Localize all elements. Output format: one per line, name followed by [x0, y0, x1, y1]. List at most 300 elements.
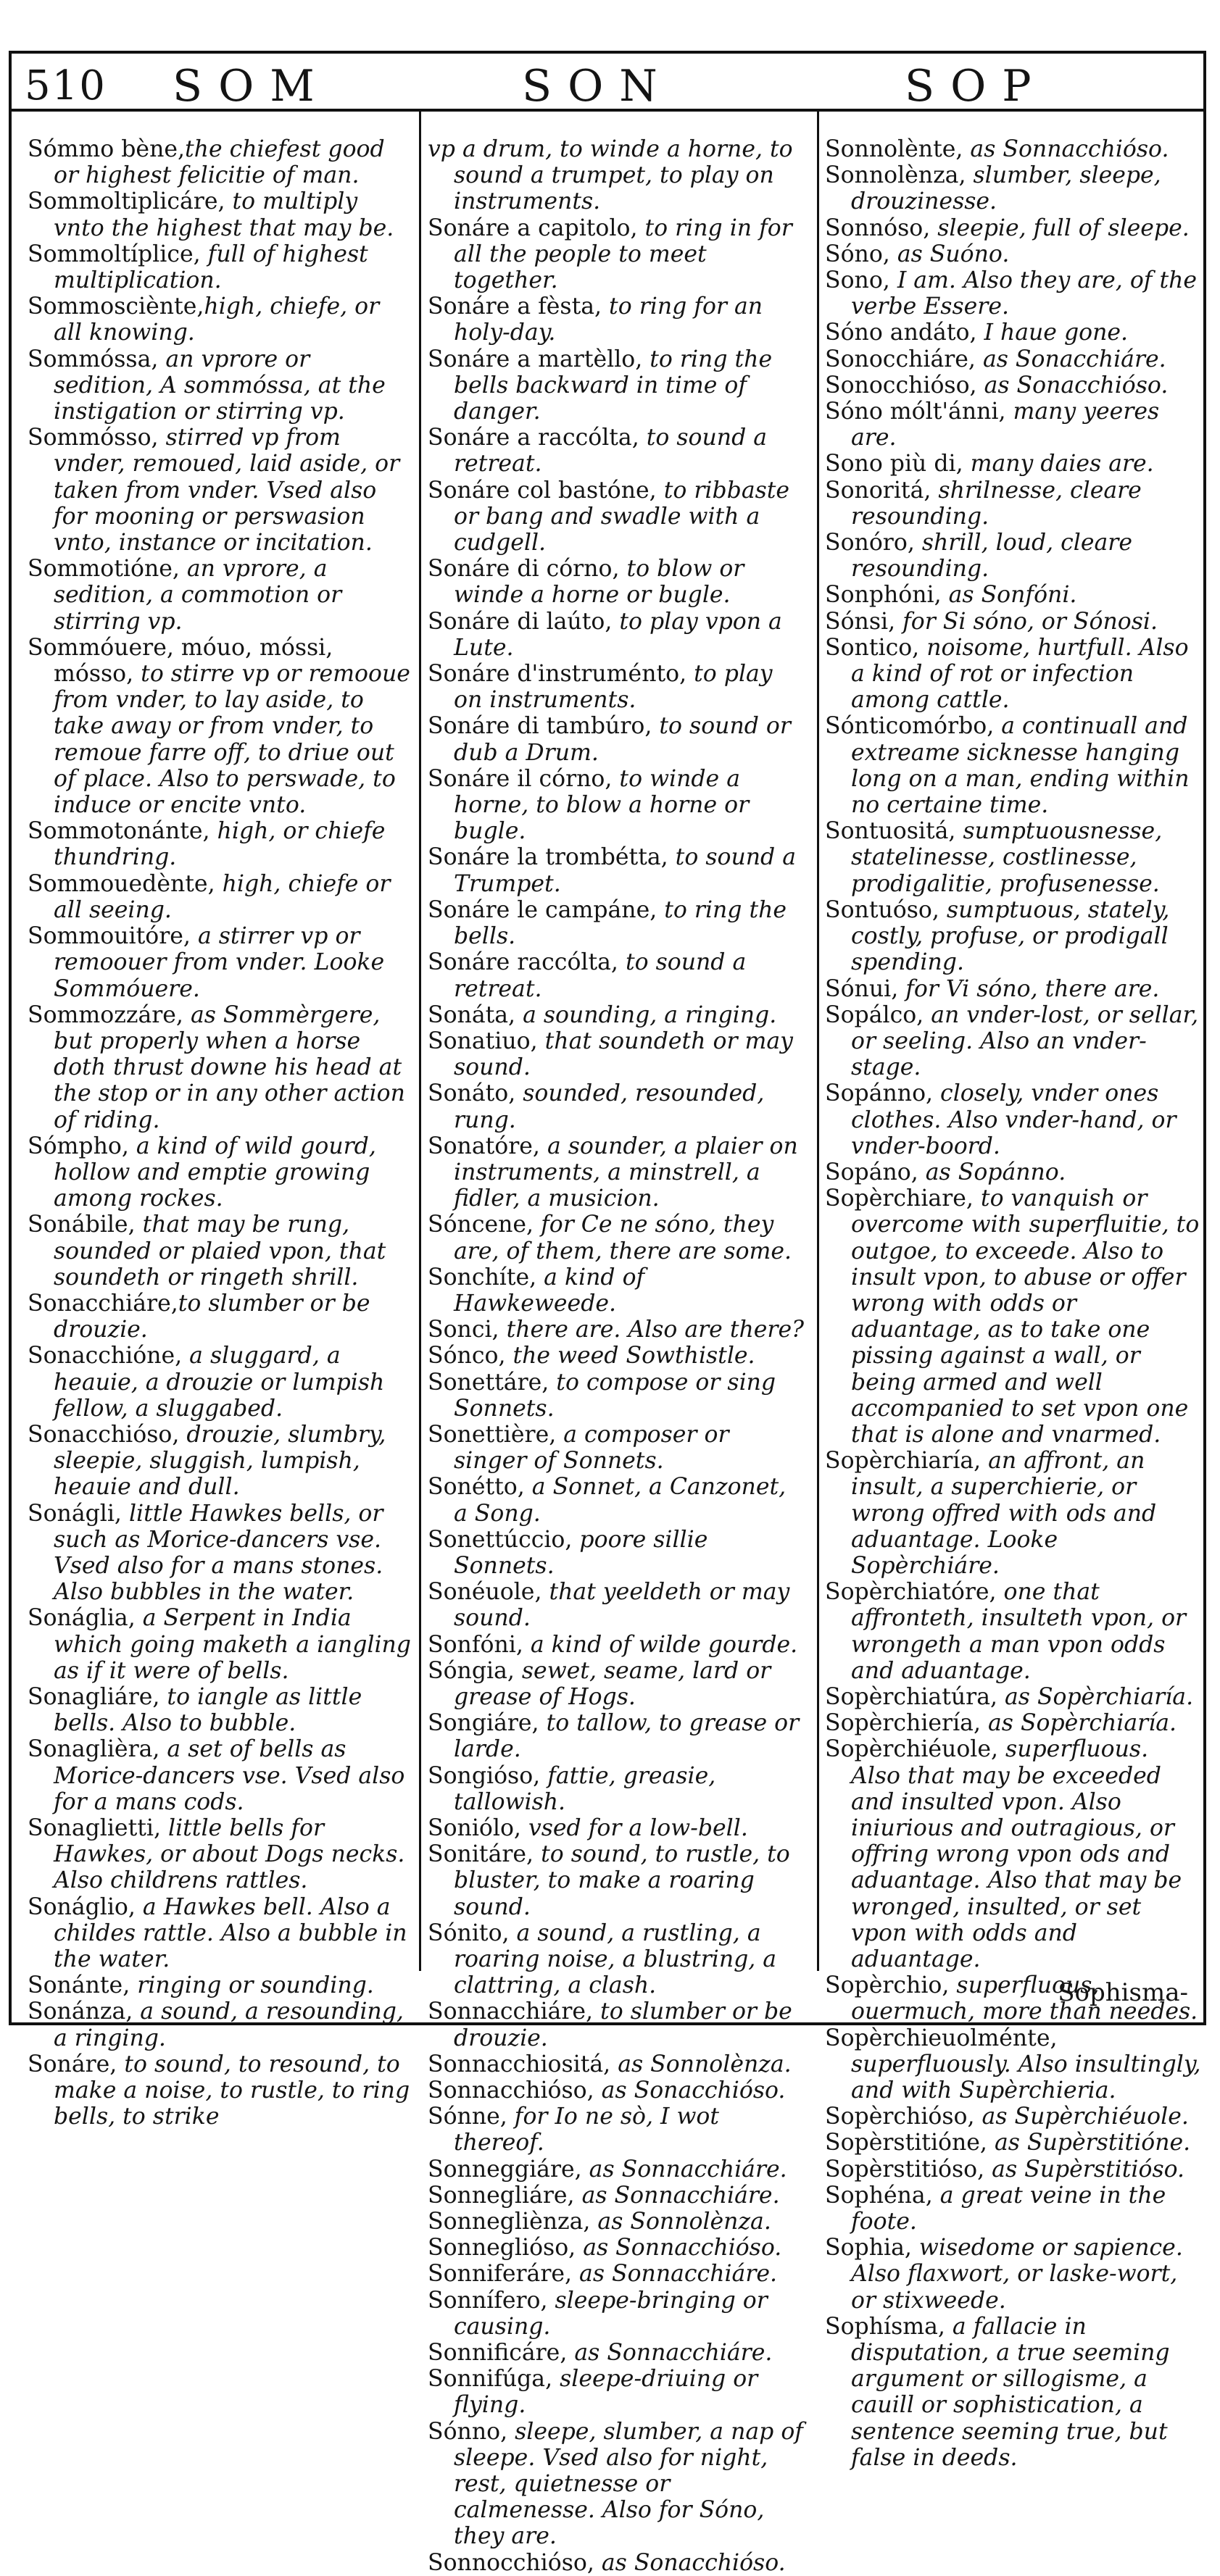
- entry-definition: vp a drum, to winde a horne, to sound a trumpet, to play on instruments.: [428, 136, 793, 215]
- dictionary-entry: [28, 1894, 412, 1973]
- entry-definition: to stirre vp or remooue from vnder, to lay aside, to take away or from vnder, to remoue farre off, to driue out of place. Also to perswade, to induce or encite vnto.: [54, 661, 410, 819]
- entry-definition: to tallow, to grease or larde.: [454, 1710, 800, 1763]
- dictionary-entry: [28, 1972, 412, 1998]
- entry-headword: Sommosciènte,: [28, 293, 204, 320]
- entry-definition: sleepe-driuing or flying.: [454, 2366, 758, 2419]
- entry-headword: Sonatiuo,: [428, 1028, 538, 1054]
- dictionary-entry: [825, 2235, 1202, 2314]
- dictionary-entry: [825, 1002, 1202, 1081]
- entry-headword: Sóno mólt'ánni,: [825, 399, 1006, 425]
- entry-definition: a continuall and extreame sicknesse hanging long on a man, ending within no certaine time.: [851, 713, 1190, 819]
- entry-headword: Sonáre la trombétta,: [428, 844, 668, 871]
- dictionary-entry: [28, 293, 412, 346]
- entry-headword: Sónui,: [825, 975, 899, 1002]
- dictionary-entry: [428, 2261, 805, 2287]
- entry-definition: as Sonfóni.: [941, 582, 1077, 609]
- entry-headword: Sonatóre,: [428, 1133, 540, 1159]
- entry-headword: Sonáre col bastóne,: [428, 477, 657, 504]
- entry-definition: to slumber or be drouzie.: [54, 1290, 370, 1343]
- entry-headword: Sopèrchiaría,: [825, 1448, 982, 1475]
- dictionary-entry: [825, 2156, 1202, 2183]
- dictionary-entry: [428, 1133, 805, 1212]
- entry-headword: Sono,: [825, 267, 890, 294]
- dictionary-entry: [428, 2550, 805, 2576]
- dictionary-entry: [428, 1815, 805, 1841]
- dictionary-entry: [28, 635, 412, 818]
- entry-headword: Sonáre a martèllo,: [428, 346, 643, 372]
- column-2: [428, 136, 805, 2576]
- dictionary-entry: [428, 2183, 805, 2209]
- entry-headword: Sopèrstitióso,: [825, 2156, 985, 2183]
- entry-headword: Sopèrchiería,: [825, 1710, 981, 1737]
- dictionary-entry: [428, 1527, 805, 1579]
- entry-definition: to sound a retreat.: [454, 425, 768, 478]
- entry-definition: as Supèrchiéuole.: [974, 2104, 1189, 2130]
- entry-headword: Sonettière,: [428, 1421, 557, 1448]
- entry-headword: Sonnificáre,: [428, 2340, 568, 2367]
- entry-headword: Sonánte,: [28, 1972, 130, 1999]
- dictionary-entry: [825, 713, 1202, 818]
- entry-definition: a fallacie in disputation, a true seeming argument or sillogisme, a cauill or sophistication, a sentence seeming true, but false in deeds.: [851, 2313, 1170, 2471]
- dictionary-entry: [825, 1448, 1202, 1579]
- entry-headword: Sonnegliènza,: [428, 2209, 591, 2235]
- entry-definition: to iangle as little bells. Also to bubble.: [54, 1683, 362, 1737]
- entry-definition: that may be rung, sounded or plaied vpon, that soundeth or ringeth shrill.: [54, 1212, 386, 1291]
- entry-definition: wisedome or sapience. Also flaxwort, or laske-wort, or stixweede.: [851, 2235, 1183, 2314]
- dictionary-entry: [825, 635, 1202, 714]
- entry-definition: for Ce ne sóno, they are, of them, there are some.: [454, 1212, 792, 1264]
- dictionary-entry: [825, 818, 1202, 897]
- dictionary-entry: [28, 871, 412, 923]
- dictionary-entry: [28, 1002, 412, 1133]
- entry-definition: to sound, to resound, to make a noise, to rustle, to ring bells, to strike: [54, 2051, 410, 2130]
- entry-definition: to play vpon a Lute.: [454, 608, 782, 661]
- dictionary-entry: [428, 949, 805, 1001]
- dictionary-entry: [428, 713, 805, 765]
- entry-headword: Sonétto,: [428, 1474, 525, 1501]
- entry-definition: to play on instruments.: [454, 661, 773, 714]
- entry-definition: to compose or sing Sonnets.: [454, 1369, 776, 1422]
- dictionary-entry: [825, 372, 1202, 399]
- entry-definition: to ring the bells.: [454, 896, 787, 950]
- entry-definition: a sounder, a plaier on instruments, a minstrell, a fidler, a musicion.: [454, 1133, 798, 1212]
- entry-definition: as Sonnacchiáre.: [581, 2156, 787, 2183]
- entry-definition: the chiefest good or highest felicitie of man.: [54, 136, 385, 189]
- entry-definition: as Sonnacchiáre.: [567, 2340, 773, 2367]
- entry-definition: I am. Also they are, of the verbe Essere.: [851, 267, 1198, 320]
- dictionary-entry: [428, 346, 805, 425]
- entry-definition: to sound a Trumpet.: [454, 844, 796, 897]
- entry-definition: a stirrer vp or remoouer from vnder. Looke Sommóuere.: [54, 923, 385, 1002]
- entry-headword: Sóngia,: [428, 1657, 515, 1684]
- dictionary-entry: [428, 293, 805, 346]
- entry-definition: a Serpent in India which going maketh a iangling as if it were of bells.: [54, 1605, 411, 1684]
- dictionary-entry: [825, 609, 1202, 635]
- entry-headword: Sonágli,: [28, 1500, 122, 1527]
- dictionary-entry: [825, 1579, 1202, 1684]
- dictionary-entry: [825, 582, 1202, 608]
- dictionary-entry: [825, 162, 1202, 214]
- entry-headword: Sónco,: [428, 1343, 506, 1370]
- entry-definition: an vprore or sedition, A sommóssa, at the instigation or stirring vp.: [54, 346, 386, 425]
- entry-definition: there are. Also are there?: [499, 1317, 805, 1343]
- entry-headword: Sonettúccio,: [428, 1526, 573, 1553]
- entry-headword: Sonáglia,: [28, 1605, 136, 1632]
- entry-definition: many daies are.: [963, 451, 1154, 478]
- entry-definition: poore sillie Sonnets.: [454, 1526, 708, 1579]
- dictionary-entry: [825, 478, 1202, 530]
- entry-definition: a sound, a rustling, a roaring noise, a blustring, a clattring, a clash.: [454, 1920, 777, 1999]
- entry-definition: vsed for a low-bell.: [520, 1815, 748, 1841]
- entry-definition: sounded, resounded, rung.: [454, 1080, 765, 1133]
- dictionary-entry: [28, 1684, 412, 1736]
- entry-definition: sleepie, full of sleepe.: [930, 214, 1190, 241]
- entry-headword: Sonettáre,: [428, 1369, 549, 1396]
- entry-headword: Sommóssa,: [28, 346, 159, 372]
- entry-headword: Soniólo,: [428, 1815, 521, 1841]
- entry-definition: to slumber or be drouzie.: [454, 1998, 792, 2051]
- dictionary-entry: [428, 897, 805, 949]
- entry-headword: Sopèrchiatúra,: [825, 1683, 997, 1710]
- entry-definition: to ribbaste or bang and swadle with a cudgell.: [454, 477, 790, 557]
- entry-definition: stirred vp from vnder, remoued, laid aside, or taken from vnder. Vsed also for mooning or perswasion vnto, instance or incitation.: [54, 425, 400, 557]
- entry-headword: Sonphóni,: [825, 582, 942, 609]
- dictionary-entry: [428, 425, 805, 477]
- entry-headword: Songióso,: [428, 1762, 541, 1789]
- entry-headword: Sonábile,: [28, 1212, 136, 1238]
- entry-definition: sumptuous, stately, costly, profuse, or prodigall spending.: [851, 896, 1170, 976]
- entry-headword: Sophísma,: [825, 2313, 945, 2340]
- entry-definition: closely, vnder ones clothes. Also vnder-hand, or vnder-boord.: [851, 1080, 1177, 1159]
- entry-definition: noisome, hurtfull. Also a kind of rot or infection among cattle.: [851, 634, 1189, 714]
- entry-definition: as Supèrstitióso.: [984, 2156, 1185, 2183]
- dictionary-entry: [825, 241, 1202, 267]
- entry-headword: Sómpho,: [28, 1133, 129, 1159]
- entry-definition: a kind of wilde gourde.: [523, 1631, 798, 1658]
- entry-definition: that soundeth or may sound.: [454, 1028, 793, 1081]
- dictionary-entry: [428, 1474, 805, 1526]
- entry-definition: as Sopèrchiaría.: [997, 1683, 1194, 1710]
- dictionary-entry: [825, 399, 1202, 451]
- dictionary-entry: [428, 766, 805, 845]
- entry-definition: fattie, greasie, tallowish.: [454, 1762, 716, 1815]
- entry-headword: Sónito,: [428, 1920, 510, 1946]
- entry-headword: Sommouitóre,: [28, 923, 191, 950]
- entry-headword: Songiáre,: [428, 1710, 539, 1737]
- entry-definition: a kind of wild gourd, hollow and emptie growing among rockes.: [54, 1133, 376, 1212]
- entry-headword: Sophia,: [825, 2235, 912, 2262]
- entry-headword: Sophéna,: [825, 2182, 933, 2209]
- dictionary-entry: [825, 2314, 1202, 2471]
- dictionary-entry: [428, 1579, 805, 1631]
- dictionary-entry: [428, 844, 805, 896]
- dictionary-entry: [28, 241, 412, 293]
- dictionary-entry: [428, 1920, 805, 1999]
- dictionary-entry: [28, 188, 412, 241]
- dictionary-entry: [28, 1212, 412, 1291]
- dictionary-entry: [825, 1185, 1202, 1448]
- dictionary-entry: [28, 923, 412, 1002]
- entry-definition: sewet, seame, lard or grease of Hogs.: [454, 1657, 771, 1710]
- entry-headword: Sopèrchieuolménte,: [825, 2025, 1058, 2051]
- entry-definition: to blow or winde a horne or bugle.: [454, 556, 744, 609]
- entry-definition: sleepe, slumber, a nap of sleepe. Vsed also for night, rest, quietnesse or calmenesse. Also for Sóno, they are.: [454, 2418, 803, 2550]
- dictionary-entry: [428, 1343, 805, 1369]
- entry-headword: Sommotonánte,: [28, 818, 210, 845]
- dictionary-entry: [28, 425, 412, 556]
- entry-headword: Sonóro,: [825, 530, 915, 557]
- entry-definition: sumptuousnesse, statelinesse, costlinesse, prodigalitie, profusenesse.: [851, 818, 1163, 897]
- dictionary-entry: [428, 1028, 805, 1080]
- entry-headword: Sommotióne,: [28, 556, 180, 583]
- dictionary-entry: [825, 976, 1202, 1002]
- dictionary-entry: [28, 136, 412, 188]
- entry-headword: Sonnóso,: [825, 214, 931, 241]
- entry-definition: as Sonnacchiáre.: [572, 2261, 778, 2288]
- dictionary-entry: [825, 215, 1202, 241]
- dictionary-entry: [825, 1710, 1202, 1736]
- entry-definition: as Sonacchióso.: [594, 2549, 786, 2576]
- dictionary-entry: [28, 1133, 412, 1212]
- entry-headword: Sonocchiáre,: [825, 346, 976, 372]
- entry-definition: high, or chiefe thundring.: [54, 818, 386, 871]
- entry-definition: full of highest multiplication.: [54, 241, 368, 294]
- entry-definition: to ring in for all the people to meet together.: [454, 214, 792, 294]
- entry-definition: an affront, an insult, a superchierie, or wrong offred with ods and aduantage. Looke Sopèrchiáre.: [851, 1448, 1157, 1579]
- entry-headword: Sopèrchiare,: [825, 1185, 974, 1212]
- entry-headword: Sonáta,: [428, 1001, 516, 1028]
- entry-definition: to ring the bells backward in time of danger.: [454, 346, 773, 425]
- dictionary-entry: [825, 2104, 1202, 2130]
- entry-headword: Sonáre a raccólta,: [428, 425, 639, 451]
- dictionary-entry: [825, 267, 1202, 320]
- dictionary-entry: [428, 2288, 805, 2340]
- dictionary-entry: [428, 2340, 805, 2366]
- entry-definition: as Sonnacchiáre.: [574, 2182, 780, 2209]
- entry-headword: Sónno,: [428, 2418, 508, 2445]
- entry-definition: to vanquish or overcome with superfluitie, to outgoe, to exceede. Also to insult vpon, to abuse or offer wrong with odds or aduantage, as to take one pissing against a wall, or being armed and well accompanied to set vpon one that is alone and vnarmed.: [851, 1185, 1200, 1448]
- entry-headword: Sonacchióso,: [28, 1421, 180, 1448]
- entry-definition: for Io ne sò, I wot thereof.: [454, 2104, 720, 2156]
- entry-headword: Sonáre di laúto,: [428, 608, 613, 635]
- dictionary-entry: [28, 1815, 412, 1894]
- catchword: Sophisma-: [1058, 1978, 1188, 2007]
- entry-headword: Sonitáre,: [428, 1841, 534, 1868]
- dictionary-entry: [825, 2130, 1202, 2156]
- entry-definition: shrill, loud, cleare resounding.: [851, 530, 1132, 583]
- dictionary-entry: [428, 2209, 805, 2235]
- dictionary-entry: [28, 556, 412, 635]
- entry-headword: Sonáre di córno,: [428, 556, 620, 583]
- entry-definition: little bells for Hawkes, or about Dogs necks. Also childrens rattles.: [54, 1815, 405, 1894]
- entry-headword: Sonacchióne,: [28, 1343, 183, 1370]
- entry-definition: to multiply vnto the highest that may be.: [54, 188, 394, 241]
- dictionary-entry: [28, 346, 412, 425]
- dictionary-entry: [28, 1291, 412, 1343]
- entry-headword: Sontuositá,: [825, 818, 956, 845]
- dictionary-entry: [428, 2104, 805, 2156]
- entry-definition: as Sonacchióso.: [594, 2077, 786, 2104]
- dictionary-entry: [825, 2183, 1202, 2235]
- entry-headword: Sonnegliáre,: [428, 2182, 575, 2209]
- entry-headword: Sonaglietti,: [28, 1815, 161, 1841]
- entry-headword: Sonnocchióso,: [428, 2549, 594, 2576]
- dictionary-entry: [28, 1736, 412, 1815]
- entry-headword: Sonchíte,: [428, 1264, 537, 1291]
- dictionary-entry: [28, 1343, 412, 1422]
- entry-headword: Sonneglióso,: [428, 2235, 576, 2262]
- entry-definition: superfluously. Also insultingly, and with Supèrchieria.: [851, 2051, 1201, 2104]
- entry-headword: Sonáre a fèsta,: [428, 293, 602, 320]
- entry-headword: Sóno,: [825, 241, 890, 267]
- entry-definition: to ring for an holy-day.: [454, 293, 763, 346]
- entry-headword: Sonnolènza,: [825, 162, 966, 189]
- entry-headword: Sopáno,: [825, 1159, 918, 1185]
- dictionary-entry: [825, 451, 1202, 477]
- guide-word-right: SOP: [905, 61, 1047, 112]
- dictionary-entry: [428, 609, 805, 661]
- dictionary-entry: [28, 1605, 412, 1684]
- entry-definition: as Sonnolènza.: [610, 2051, 792, 2077]
- dictionary-entry: [825, 136, 1202, 162]
- entry-definition: slumber, sleepe, drouzinesse.: [851, 162, 1161, 215]
- entry-definition: drouzie, slumbry, sleepie, sluggish, lumpish, heauie and dull.: [54, 1421, 386, 1501]
- dictionary-entry: [28, 1501, 412, 1606]
- column-1: [28, 136, 412, 2130]
- dictionary-entry: [428, 1002, 805, 1028]
- entry-headword: Sopèrchiatóre,: [825, 1579, 997, 1606]
- entry-headword: Sónsi,: [825, 608, 896, 635]
- entry-headword: Sonci,: [428, 1317, 499, 1343]
- entry-definition: as Sonacchióso.: [976, 372, 1169, 399]
- entry-definition: many yeeres are.: [851, 399, 1160, 451]
- entry-definition: to winde a horne, to blow a horne or bugle.: [454, 765, 750, 845]
- entry-headword: Sopánno,: [825, 1080, 934, 1107]
- entry-definition: shrilnesse, cleare resounding.: [851, 477, 1142, 530]
- entry-definition: ringing or sounding.: [130, 1972, 374, 1999]
- dictionary-entry: [28, 1998, 412, 2051]
- page-number: 510: [25, 62, 107, 109]
- entry-definition: as Sonnolènza.: [590, 2209, 771, 2235]
- dictionary-entry: [428, 1632, 805, 1658]
- entry-definition: a kind of Hawkeweede.: [454, 1264, 645, 1317]
- dictionary-entry: [428, 478, 805, 557]
- dictionary-entry: [428, 1998, 805, 2051]
- entry-definition: as Sonnacchióso.: [963, 136, 1169, 162]
- entry-definition: the weed Sowthistle.: [505, 1343, 755, 1370]
- entry-definition: to sound, to rustle, to bluster, to make a roaring sound.: [454, 1841, 790, 1920]
- entry-headword: Sonniferáre,: [428, 2261, 573, 2288]
- entry-definition: a composer or singer of Sonnets.: [454, 1421, 729, 1475]
- dictionary-entry: [428, 556, 805, 608]
- entry-headword: Sonnacchiáre,: [428, 1998, 594, 2025]
- dictionary-entry: [428, 1212, 805, 1264]
- entry-definition: superfluous, ouermuch, more than needes.: [851, 1972, 1198, 2025]
- entry-definition: for Vi sóno, there are.: [898, 975, 1160, 1002]
- dictionary-entry: [428, 1763, 805, 1815]
- dictionary-entry: [428, 2235, 805, 2261]
- entry-headword: Sonaglièra,: [28, 1736, 160, 1763]
- entry-headword: Sonáglio,: [28, 1893, 136, 1920]
- dictionary-entry: [825, 346, 1202, 372]
- dictionary-entry: [825, 1736, 1202, 1972]
- entry-definition: a set of bells as Morice-dancers vse. Vsed also for a mans cods.: [54, 1736, 405, 1815]
- entry-headword: Sonfóni,: [428, 1631, 523, 1658]
- entry-headword: Sonocchióso,: [825, 372, 977, 399]
- entry-definition: as Sopèrchiaría.: [980, 1710, 1177, 1737]
- entry-headword: Sonéuole,: [428, 1579, 542, 1606]
- entry-headword: Sommósso,: [28, 425, 159, 451]
- entry-headword: Sonnacchiositá,: [428, 2051, 611, 2077]
- entry-definition: to sound or dub a Drum.: [454, 713, 791, 766]
- entry-headword: Sommozzáre,: [28, 1001, 183, 1028]
- entry-headword: Sónticomórbo,: [825, 713, 995, 740]
- entry-definition: I haue gone.: [976, 320, 1129, 346]
- entry-headword: Sonáre d'instruménto,: [428, 661, 687, 688]
- dictionary-entry: [428, 1370, 805, 1422]
- entry-headword: Sonnífero,: [428, 2287, 548, 2314]
- entry-headword: Sonáre di tambúro,: [428, 713, 652, 740]
- entry-definition: a sounding, a ringing.: [515, 1001, 777, 1028]
- dictionary-entry: [428, 1658, 805, 1710]
- dictionary-entry: [825, 1080, 1202, 1159]
- entry-definition: as Sommèrgere, but properly when a horse doth thrust downe his head at the stop or in any other action of riding.: [54, 1001, 405, 1133]
- dictionary-entry: [428, 1317, 805, 1343]
- entry-headword: Sonáre le campáne,: [428, 896, 657, 923]
- entry-headword: Sommoltíplice,: [28, 241, 201, 267]
- entry-headword: Sonnolènte,: [825, 136, 963, 162]
- dictionary-entry: [825, 1684, 1202, 1710]
- entry-definition: an vnder-lost, or sellar, or seeling. Also an vnder-stage.: [851, 1001, 1199, 1081]
- entry-headword: Sopálco,: [825, 1001, 924, 1028]
- dictionary-entry: [825, 1159, 1202, 1185]
- dictionary-entry: [28, 1422, 412, 1501]
- column-3: [825, 136, 1202, 2471]
- dictionary-entry: [428, 2419, 805, 2550]
- column-rule-right: [817, 110, 819, 1971]
- entry-headword: Sonáto,: [428, 1080, 516, 1107]
- entry-headword: Sonnacchióso,: [428, 2077, 594, 2104]
- entry-definition: high, chiefe, or all knowing.: [54, 293, 380, 346]
- entry-definition: as Suóno.: [889, 241, 1010, 267]
- entry-headword: Sonneggiáre,: [428, 2156, 582, 2183]
- entry-headword: Sónne,: [428, 2104, 507, 2130]
- entry-headword: Sopèrchiéuole,: [825, 1736, 999, 1763]
- dictionary-entry: [428, 661, 805, 713]
- entry-definition: superfluous. Also that may be exceeded and insulted vpon. Also iniurious and outragious, or offring wrong vpon ods and aduantage. Also that may be wronged, insulted, or set vpon with odds and aduantage.: [851, 1736, 1182, 1973]
- entry-headword: Sontuóso,: [825, 896, 939, 923]
- entry-headword: Sonáre il córno,: [428, 765, 613, 792]
- entry-headword: Sontico,: [825, 634, 920, 661]
- entry-definition: as Sonacchiáre.: [975, 346, 1166, 372]
- entry-headword: Sopèrchióso,: [825, 2104, 975, 2130]
- entry-definition: an vprore, a sedition, a commotion or stirring vp.: [54, 556, 342, 635]
- entry-headword: Sommoltiplicáre,: [28, 188, 225, 215]
- column-rule-left: [419, 110, 421, 1971]
- dictionary-entry: [428, 1422, 805, 1474]
- dictionary-entry: [428, 215, 805, 294]
- guide-word-left: SOM: [173, 61, 331, 112]
- entry-definition: little Hawkes bells, or such as Morice-dancers vse. Vsed also for a mans stones. Also bubbles in the water.: [54, 1500, 383, 1606]
- entry-definition: one that affronteth, insulteth vpon, or wrongeth a man vpon odds and aduantage.: [851, 1579, 1187, 1684]
- entry-definition: for Si sóno, or Sónosi.: [895, 608, 1158, 635]
- entry-headword: Sóno andáto,: [825, 320, 977, 346]
- entry-definition: to sound a retreat.: [454, 949, 747, 1002]
- dictionary-entry: [428, 136, 805, 215]
- entry-definition: as Supèrstitióne.: [987, 2130, 1191, 2156]
- dictionary-entry: [825, 530, 1202, 582]
- entry-headword: Sono più di,: [825, 451, 963, 478]
